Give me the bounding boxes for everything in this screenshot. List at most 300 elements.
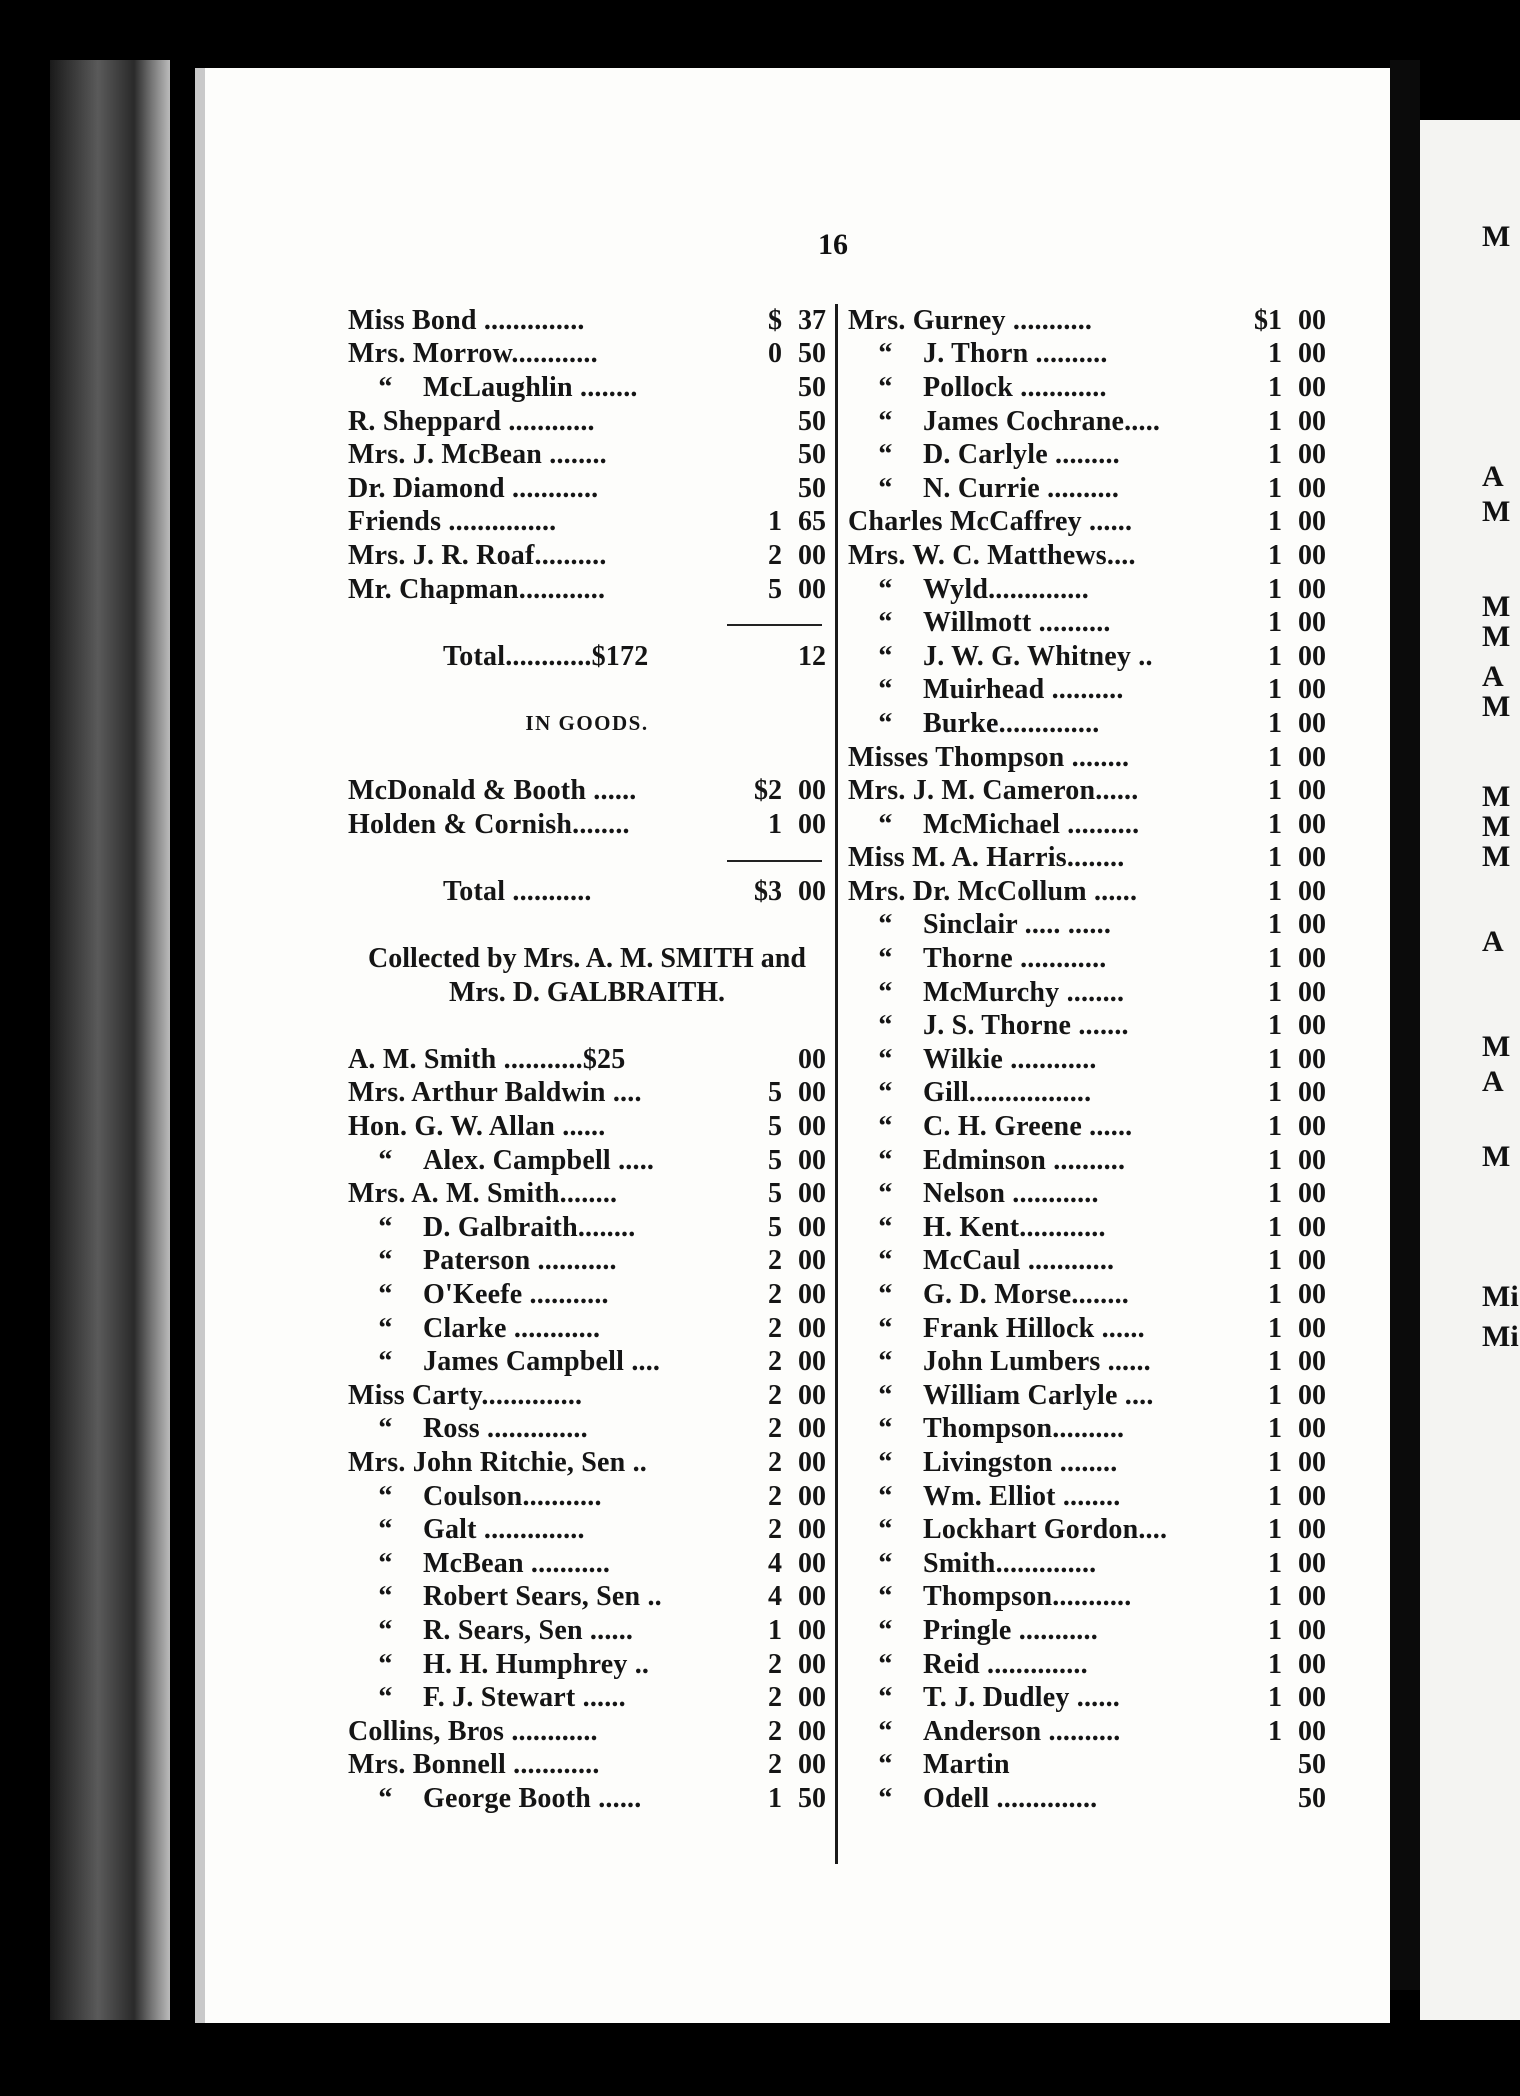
donor-name: “ Reid ..............	[848, 1649, 1248, 1681]
amount-cents: 00	[798, 1682, 826, 1714]
ditto-mark: “	[378, 1614, 393, 1646]
amount-dollars: 4	[768, 1581, 782, 1613]
amount-cents: 00	[1298, 607, 1326, 639]
donor-name: “ G. D. Morse........	[848, 1279, 1248, 1311]
donor-name: Mrs. Gurney ...........	[848, 304, 1093, 336]
amount-cents: 00	[798, 1715, 826, 1747]
amount-cents: 00	[798, 875, 826, 907]
amount-cents: 00	[798, 1446, 826, 1478]
donor-name: “ Sinclair ..... ......	[848, 909, 1248, 941]
amount-dollars: 2	[768, 1480, 782, 1512]
amount-dollars: 1	[1268, 439, 1282, 471]
ditto-mark: “	[878, 1480, 893, 1512]
ledger-row	[848, 1077, 1326, 1111]
amount-cents: 00	[1298, 1648, 1326, 1680]
ditto-mark: “	[378, 1245, 393, 1277]
ditto-mark: “	[878, 439, 893, 471]
amount-dollars: $2	[754, 775, 782, 807]
amount-cents: 00	[1298, 1514, 1326, 1546]
donor-name: “ C. H. Greene ......	[848, 1111, 1248, 1143]
donor-name: “ Willmott ..........	[848, 607, 1248, 639]
donor-name: “ Robert Sears, Sen ..	[348, 1581, 748, 1613]
donor-name: Misses Thompson ........	[848, 741, 1130, 773]
donor-name: A. M. Smith ...........$25	[348, 1043, 626, 1075]
ditto-mark: “	[878, 1379, 893, 1411]
ditto-mark: “	[878, 1715, 893, 1747]
ledger-row	[848, 606, 1326, 640]
donor-name: “ R. Sears, Sen ......	[348, 1615, 748, 1647]
ledger-row	[348, 1581, 826, 1615]
donor-name: Mrs. Bonnell ............	[348, 1749, 600, 1781]
ledger-row	[348, 573, 826, 607]
amount-dollars: 4	[768, 1547, 782, 1579]
amount-cents: 00	[798, 1178, 826, 1210]
donor-name: “ H. H. Humphrey ..	[348, 1649, 748, 1681]
amount-dollars: 1	[1268, 707, 1282, 739]
amount-cents: 50	[798, 472, 826, 504]
donor-name: “ Nelson ............	[848, 1178, 1248, 1210]
amount-dollars: 1	[1268, 1010, 1282, 1042]
amount-dollars: 1	[1268, 1077, 1282, 1109]
ditto-mark: “	[378, 1648, 393, 1680]
ledger-row	[348, 539, 826, 573]
amount-cents: 00	[1298, 741, 1326, 773]
adjacent-page-fragment: M	[1482, 495, 1511, 528]
ledger-row	[848, 539, 1326, 573]
donor-name: Hon. G. W. Allan ......	[348, 1111, 606, 1143]
amount-cents: 00	[1298, 1682, 1326, 1714]
ditto-mark: “	[378, 1547, 393, 1579]
page-number: 16	[818, 228, 848, 261]
ledger-row	[348, 338, 826, 372]
ledger-row	[848, 1110, 1326, 1144]
amount-cents: 00	[1298, 304, 1326, 336]
ditto-mark: “	[878, 1346, 893, 1378]
adjacent-page-fragment: M	[1482, 810, 1511, 843]
donor-name: “ Frank Hillock ......	[848, 1313, 1248, 1345]
ledger-row	[848, 1245, 1326, 1279]
amount-cents: 00	[1298, 1547, 1326, 1579]
amount-dollars: 1	[1268, 573, 1282, 605]
ditto-mark: “	[378, 1581, 393, 1613]
adjacent-page-fragment: A	[1482, 925, 1504, 958]
ledger-row	[848, 774, 1326, 808]
left-column	[348, 304, 826, 1816]
adjacent-page-fragment: M	[1482, 780, 1511, 813]
amount-dollars: 5	[768, 1111, 782, 1143]
amount-cents: 00	[1298, 506, 1326, 538]
ditto-mark: “	[878, 472, 893, 504]
ditto-mark: “	[878, 1279, 893, 1311]
amount-dollars: 1	[1268, 1514, 1282, 1546]
amount-cents: 00	[798, 1749, 826, 1781]
ledger-row	[848, 304, 1326, 338]
amount-dollars: 1	[1268, 1480, 1282, 1512]
amount-cents: 00	[1298, 1446, 1326, 1478]
amount-cents: 00	[1298, 976, 1326, 1008]
amount-cents: 00	[798, 808, 826, 840]
collector-heading: Mrs. D. GALBRAITH.	[448, 976, 726, 1008]
ditto-mark: “	[878, 1413, 893, 1445]
donor-name: “ Alex. Campbell .....	[348, 1145, 748, 1177]
ditto-mark: “	[878, 338, 893, 370]
amount-dollars: 1	[1268, 1446, 1282, 1478]
ditto-mark: “	[378, 1514, 393, 1546]
amount-dollars: 2	[768, 1715, 782, 1747]
donor-name: “ McMichael ..........	[848, 809, 1248, 841]
amount-dollars: 1	[1268, 909, 1282, 941]
adjacent-page-fragment: Mi	[1482, 1320, 1519, 1353]
amount-dollars: 1	[1268, 1211, 1282, 1243]
amount-cents: 00	[1298, 371, 1326, 403]
ditto-mark: “	[878, 1211, 893, 1243]
amount-cents: 00	[798, 1279, 826, 1311]
donor-name: “ O'Keefe ...........	[348, 1279, 748, 1311]
total-label: Total............$172	[443, 640, 649, 672]
amount-cents: 00	[1298, 338, 1326, 370]
amount-dollars: 1	[1268, 1144, 1282, 1176]
donor-name: Mrs. Arthur Baldwin ....	[348, 1077, 642, 1109]
donor-name: Miss Carty..............	[348, 1379, 583, 1411]
donor-name: “ J. S. Thorne .......	[848, 1010, 1248, 1042]
amount-cents: 00	[798, 573, 826, 605]
ditto-mark: “	[878, 1043, 893, 1075]
total-label: Total ...........	[443, 875, 592, 907]
amount-dollars: 2	[768, 1245, 782, 1277]
ditto-mark: “	[878, 1144, 893, 1176]
ledger-row	[848, 808, 1326, 842]
amount-cents: 00	[798, 1614, 826, 1646]
ledger-row	[348, 1715, 826, 1749]
ditto-mark: “	[878, 1111, 893, 1143]
amount-dollars: 1	[1268, 1346, 1282, 1378]
donor-name: “ McMurchy ........	[848, 977, 1248, 1009]
ledger-row	[848, 1379, 1326, 1413]
total-row	[348, 640, 826, 674]
ditto-mark: “	[378, 1480, 393, 1512]
ditto-mark: “	[878, 1782, 893, 1814]
ledger-row	[848, 1480, 1326, 1514]
donor-name: Dr. Diamond ............	[348, 472, 599, 504]
ledger-row	[348, 506, 826, 540]
ditto-mark: “	[878, 405, 893, 437]
amount-cents: 00	[1298, 808, 1326, 840]
amount-dollars: 1	[768, 506, 782, 538]
ditto-mark: “	[378, 371, 393, 403]
ledger-row	[848, 1614, 1326, 1648]
ledger-row	[848, 1413, 1326, 1447]
total-rule	[348, 842, 826, 876]
donor-name: “ Anderson ..........	[848, 1716, 1248, 1748]
ledger-row	[348, 1043, 826, 1077]
donor-name: “ Thompson...........	[848, 1581, 1248, 1613]
adjacent-page-fragment: M	[1482, 1140, 1511, 1173]
amount-dollars: 1	[1268, 506, 1282, 538]
ledger-row	[848, 1648, 1326, 1682]
ledger-row	[848, 1211, 1326, 1245]
ledger-row	[848, 472, 1326, 506]
ledger-row	[848, 1278, 1326, 1312]
book-gutter	[1390, 60, 1420, 1990]
amount-dollars: 5	[768, 1144, 782, 1176]
amount-dollars: 2	[768, 539, 782, 571]
amount-dollars: 1	[1268, 338, 1282, 370]
amount-cents: 00	[798, 1312, 826, 1344]
ledger-row	[848, 976, 1326, 1010]
amount-cents: 00	[1298, 1480, 1326, 1512]
amount-dollars: 1	[1268, 1111, 1282, 1143]
amount-cents: 00	[798, 1547, 826, 1579]
amount-cents: 00	[1298, 1178, 1326, 1210]
amount-dollars: 1	[1268, 1614, 1282, 1646]
amount-cents: 50	[1298, 1782, 1326, 1814]
amount-dollars: 5	[768, 1077, 782, 1109]
ditto-mark: “	[878, 371, 893, 403]
donor-name: “ H. Kent............	[848, 1212, 1248, 1244]
amount-dollars: 1	[1268, 842, 1282, 874]
ledger-row	[848, 1312, 1326, 1346]
ledger-row	[348, 1245, 826, 1279]
ledger-row	[848, 1345, 1326, 1379]
amount-cents: 50	[1298, 1749, 1326, 1781]
amount-cents: 00	[1298, 1144, 1326, 1176]
ditto-mark: “	[878, 573, 893, 605]
amount-cents: 00	[1298, 943, 1326, 975]
ditto-mark: “	[878, 640, 893, 672]
ledger-row	[348, 1681, 826, 1715]
amount-cents: 00	[1298, 909, 1326, 941]
ledger-row	[848, 405, 1326, 439]
amount-cents: 00	[1298, 1413, 1326, 1445]
ditto-mark: “	[878, 1446, 893, 1478]
donor-name: Mr. Chapman............	[348, 573, 606, 605]
ledger-row	[348, 438, 826, 472]
amount-cents: 00	[1298, 775, 1326, 807]
amount-dollars: 5	[768, 573, 782, 605]
amount-cents: 00	[1298, 1346, 1326, 1378]
ledger-row	[348, 1513, 826, 1547]
ditto-mark: “	[878, 1581, 893, 1613]
amount-dollars: 2	[768, 1312, 782, 1344]
amount-dollars: 0	[768, 338, 782, 370]
donor-name: “ J. Thorn ..........	[848, 338, 1248, 370]
adjacent-page-fragment: M	[1482, 590, 1511, 623]
amount-cents: 00	[798, 1413, 826, 1445]
ledger-row	[848, 1715, 1326, 1749]
amount-cents: 00	[1298, 674, 1326, 706]
ledger-row	[848, 707, 1326, 741]
ditto-mark: “	[378, 1346, 393, 1378]
amount-cents: 00	[1298, 1614, 1326, 1646]
amount-cents: 00	[1298, 439, 1326, 471]
amount-cents: 50	[798, 371, 826, 403]
ditto-mark: “	[378, 1413, 393, 1445]
blank-line	[348, 1009, 826, 1043]
ditto-mark: “	[878, 808, 893, 840]
amount-dollars: 1	[1268, 607, 1282, 639]
donor-name: R. Sheppard ............	[348, 405, 595, 437]
amount-dollars: 1	[1268, 640, 1282, 672]
donor-name: Miss M. A. Harris........	[848, 842, 1125, 874]
donor-name: “ Pringle ...........	[848, 1615, 1248, 1647]
ledger-row	[848, 506, 1326, 540]
amount-dollars: $	[768, 304, 782, 336]
ledger-row	[348, 1077, 826, 1111]
donor-name: Mrs. J. McBean ........	[348, 439, 607, 471]
ledger-row	[848, 1681, 1326, 1715]
adjacent-page-fragment: M	[1482, 1030, 1511, 1063]
amount-dollars: 1	[1268, 875, 1282, 907]
amount-cents: 00	[1298, 1010, 1326, 1042]
ledger-row	[848, 842, 1326, 876]
ledger-row	[848, 1043, 1326, 1077]
ledger-row	[348, 1177, 826, 1211]
ditto-mark: “	[878, 607, 893, 639]
ledger-row	[348, 1278, 826, 1312]
amount-dollars: 2	[768, 1514, 782, 1546]
ledger-row	[848, 1782, 1326, 1816]
adjacent-page-fragment: M	[1482, 220, 1511, 253]
ledger-row	[848, 573, 1326, 607]
amount-dollars: $1	[1254, 304, 1282, 336]
ditto-mark: “	[878, 1245, 893, 1277]
ledger-row	[348, 1749, 826, 1783]
amount-dollars: 1	[1268, 1715, 1282, 1747]
ditto-mark: “	[878, 1648, 893, 1680]
amount-cents: 00	[1298, 640, 1326, 672]
donor-name: Mrs. John Ritchie, Sen ..	[348, 1446, 647, 1478]
donor-name: “ Clarke ............	[348, 1313, 748, 1345]
amount-dollars: 1	[1268, 808, 1282, 840]
ledger-row	[848, 1009, 1326, 1043]
amount-cents: 00	[798, 539, 826, 571]
donor-name: “ Coulson...........	[348, 1481, 748, 1513]
amount-dollars: 1	[1268, 472, 1282, 504]
ditto-mark: “	[378, 1279, 393, 1311]
amount-dollars: 1	[768, 1614, 782, 1646]
ledger-row	[348, 1312, 826, 1346]
donor-name: “ James Campbell ....	[348, 1346, 748, 1378]
ledger-row	[348, 1345, 826, 1379]
donor-name: “ Odell ..............	[848, 1783, 1248, 1815]
ditto-mark: “	[378, 1144, 393, 1176]
ditto-mark: “	[878, 1077, 893, 1109]
amount-cents: 00	[1298, 1279, 1326, 1311]
amount-cents: 00	[1298, 1211, 1326, 1243]
amount-cents: 00	[798, 1346, 826, 1378]
adjacent-page-fragment: M	[1482, 620, 1511, 653]
ledger-row	[348, 1480, 826, 1514]
donor-name: “ Livingston ........	[848, 1447, 1248, 1479]
ledger-row	[848, 942, 1326, 976]
donor-name: “ McLaughlin ........	[348, 372, 748, 404]
donor-name: Holden & Cornish........	[348, 808, 630, 840]
amount-cents: 50	[798, 1782, 826, 1814]
amount-dollars: 1	[768, 1782, 782, 1814]
amount-cents: 00	[798, 1144, 826, 1176]
amount-dollars: 2	[768, 1749, 782, 1781]
amount-dollars: 1	[1268, 1413, 1282, 1445]
ditto-mark: “	[878, 1547, 893, 1579]
amount-cents: 00	[798, 1480, 826, 1512]
amount-cents: 00	[798, 1379, 826, 1411]
right-column	[848, 304, 1326, 1816]
donor-name: “ Thorne ............	[848, 943, 1248, 975]
amount-cents: 00	[798, 775, 826, 807]
amount-cents: 12	[798, 640, 826, 672]
total-row	[348, 875, 826, 909]
donor-name: “ Wm. Elliot ........	[848, 1481, 1248, 1513]
amount-dollars: 2	[768, 1648, 782, 1680]
adjacent-page-fragment: A	[1482, 1065, 1504, 1098]
amount-cents: 00	[1298, 405, 1326, 437]
amount-cents: 00	[798, 1211, 826, 1243]
adjacent-page-fragment: M	[1482, 690, 1511, 723]
donor-name: Mrs. W. C. Matthews....	[848, 539, 1136, 571]
ledger-row	[848, 1177, 1326, 1211]
amount-dollars: 1	[1268, 741, 1282, 773]
ditto-mark: “	[878, 707, 893, 739]
donor-name: “ D. Carlyle .........	[848, 439, 1248, 471]
amount-dollars: 1	[1268, 674, 1282, 706]
donor-name: Friends ...............	[348, 506, 557, 538]
ledger-row	[348, 1144, 826, 1178]
donor-name: Mrs. J. M. Cameron......	[848, 775, 1139, 807]
donor-name: “ Burke..............	[848, 708, 1248, 740]
amount-cents: 00	[1298, 1715, 1326, 1747]
adjacent-page-fragment: Mi	[1482, 1280, 1519, 1313]
ditto-mark: “	[878, 1614, 893, 1646]
donor-name: “ Thompson..........	[848, 1413, 1248, 1445]
donor-name: Miss Bond ..............	[348, 304, 585, 336]
collector-heading: Collected by Mrs. A. M. SMITH and	[368, 943, 806, 975]
donor-name: “ Galt ..............	[348, 1514, 748, 1546]
ledger-row	[348, 1782, 826, 1816]
ledger-row	[848, 741, 1326, 775]
ledger-row	[348, 1110, 826, 1144]
ditto-mark: “	[378, 1782, 393, 1814]
donor-name: “ Muirhead ..........	[848, 674, 1248, 706]
donor-name: Mrs. Dr. McCollum ......	[848, 875, 1138, 907]
ditto-mark: “	[878, 976, 893, 1008]
donor-name: “ William Carlyle ....	[848, 1380, 1248, 1412]
amount-cents: 00	[1298, 1379, 1326, 1411]
amount-dollars: 1	[1268, 775, 1282, 807]
ledger-row	[348, 1379, 826, 1413]
blank-line	[348, 909, 826, 943]
donor-name: “ Edminson ..........	[848, 1145, 1248, 1177]
ditto-mark: “	[878, 1312, 893, 1344]
amount-dollars: 1	[1268, 371, 1282, 403]
amount-dollars: 1	[1268, 1682, 1282, 1714]
amount-dollars: 1	[768, 808, 782, 840]
ditto-mark: “	[878, 1514, 893, 1546]
adjacent-page-fragment: M	[1482, 840, 1511, 873]
ditto-mark: “	[878, 1178, 893, 1210]
donor-name: “ Wilkie ............	[848, 1044, 1248, 1076]
amount-cents: 00	[1298, 539, 1326, 571]
ledger-row	[848, 1749, 1326, 1783]
amount-cents: 50	[798, 338, 826, 370]
amount-cents: 00	[1298, 707, 1326, 739]
blank-line	[348, 741, 826, 775]
amount-dollars: 1	[1268, 1312, 1282, 1344]
amount-cents: 50	[798, 405, 826, 437]
amount-dollars: 1	[1268, 1178, 1282, 1210]
adjacent-page-edge	[1420, 120, 1520, 2020]
donor-name: “ N. Currie ..........	[848, 473, 1248, 505]
donor-name: Collins, Bros ............	[348, 1715, 598, 1747]
